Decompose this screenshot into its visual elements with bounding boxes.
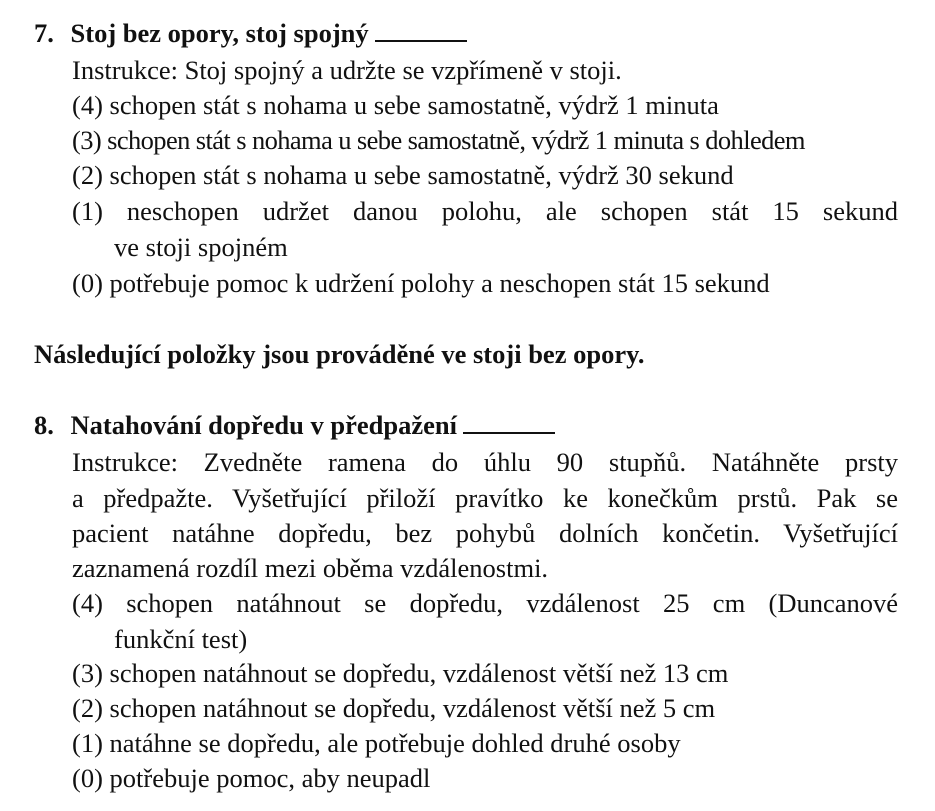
- item-7-option-1: (1) neschopen udržet danou polohu, ale schopen stát 15 sekund: [72, 196, 898, 226]
- item-7-option-2: (2) schopen stát s nohama u sebe samostatně, výdrž 30 sekund: [72, 160, 734, 190]
- item-7-heading: [34, 18, 467, 48]
- item-7-option-3: (3) schopen stát s nohama u sebe samostatně, výdrž 1 minuta s dohledem: [72, 125, 805, 155]
- item-7-option-0: (0) potřebuje pomoc k udržení polohy a neschopen stát 15 sekund: [72, 268, 770, 298]
- item-7-option-1-continued: ve stoji spojném: [114, 232, 288, 262]
- item-8-option-1: (1) natáhne se dopředu, ale potřebuje dohled druhé osoby: [72, 728, 681, 758]
- item-8-instruction-line-2: a předpažte. Vyšetřující přiloží pravítko ke konečkům prstů. Pak se: [72, 483, 898, 513]
- item-7-title: Stoj bez opory, stoj spojný: [70, 18, 369, 48]
- item-8-instruction-line-3: pacient natáhne dopředu, bez pohybů dolních končetin. Vyšetřující: [72, 518, 898, 548]
- section-note: Následující položky jsou prováděné ve stoji bez opory.: [34, 339, 645, 369]
- item-8-option-2: (2) schopen natáhnout se dopředu, vzdálenost větší než 5 cm: [72, 693, 716, 723]
- item-7-option-4: (4) schopen stát s nohama u sebe samostatně, výdrž 1 minuta: [72, 90, 719, 120]
- item-8-option-0: (0) potřebuje pomoc, aby neupadl: [72, 763, 431, 793]
- item-7-score-blank[interactable]: [375, 20, 467, 42]
- item-8-heading: [34, 410, 555, 440]
- item-7-instruction: Instrukce: Stoj spojný a udržte se vzpřímeně v stoji.: [72, 55, 622, 85]
- item-8-title: Natahování dopředu v předpažení: [70, 410, 458, 440]
- item-8-option-3: (3) schopen natáhnout se dopředu, vzdálenost větší než 13 cm: [72, 658, 729, 688]
- item-8-option-4: (4) schopen natáhnout se dopředu, vzdálenost 25 cm (Duncanové: [72, 588, 898, 618]
- item-7-number: 7.: [34, 18, 54, 48]
- item-8-instruction-line-4: zaznamená rozdíl mezi oběma vzdálenostmi.: [72, 553, 549, 583]
- item-8-option-4-continued: funkční test): [114, 624, 248, 654]
- item-8-number: 8.: [34, 410, 54, 440]
- item-8-score-blank[interactable]: [463, 412, 555, 434]
- item-8-instruction-line-1: Instrukce: Zvedněte ramena do úhlu 90 stupňů. Natáhněte prsty: [72, 447, 898, 477]
